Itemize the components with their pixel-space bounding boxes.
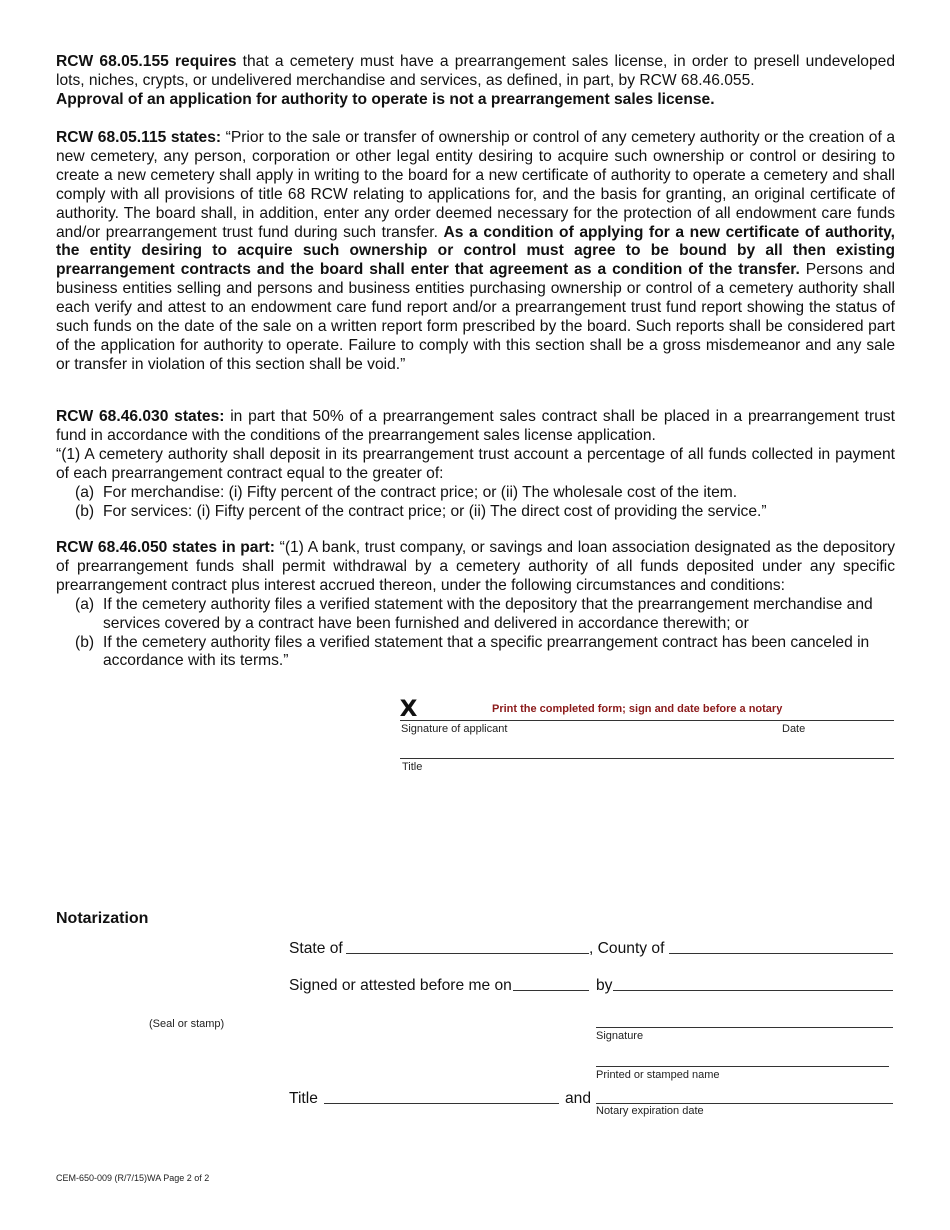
rcw-68-46-030-lead: RCW 68.46.030 states: bbox=[56, 408, 225, 425]
signed-by-field[interactable] bbox=[613, 990, 893, 991]
applicant-title-line[interactable] bbox=[400, 758, 894, 759]
signed-before-label: Signed or attested before me on bbox=[289, 977, 512, 994]
by-label: by bbox=[596, 977, 613, 994]
notary-signature-label: Signature bbox=[596, 1030, 644, 1042]
rcw-68-46-030-list bbox=[56, 484, 895, 522]
print-instruction: Print the completed form; sign and date before a notary bbox=[492, 703, 783, 715]
rcw-68-46-050-lead: RCW 68.46.050 states in part: bbox=[56, 539, 275, 556]
expiration-date-label: Notary expiration date bbox=[596, 1105, 704, 1117]
and-label: and bbox=[565, 1090, 592, 1107]
state-field[interactable] bbox=[346, 953, 589, 954]
list-item: (a) If the cemetery authority files a verified statement with the depository that the prearrangement merchandise and services covered by a contract have been furnished and delivered in accordance therewith; or bbox=[75, 595, 873, 632]
county-field[interactable] bbox=[669, 953, 893, 954]
list-item: (b) For services: (i) Fifty percent of the contract price; or (ii) The direct cost of providing the service.” bbox=[75, 502, 767, 520]
rcw-68-05-115-lead: RCW 68.05.115 states: bbox=[56, 129, 222, 146]
rcw-68-05-115-text-2: Persons and business entities selling and persons and business entities purchasing ownership or control of a cemetery authority shall each verify and attest to an endowment care fund report and/or a prearrangement trust fund report showing the status of such funds on the date of the sale on a written report form prescribed by the board. Such reports shall be considered part of the application for authority to operate. Failure to comply with this section shall be a gross misdemeanor and any sale or transfer in violation of this section shall be void.” bbox=[56, 261, 896, 373]
rcw-68-05-155-paragraph bbox=[56, 53, 895, 110]
notary-signature-line[interactable] bbox=[596, 1027, 893, 1028]
approval-note: Approval of an application for authority to operate is not a prearrangement sales license. bbox=[56, 90, 715, 108]
rcw-68-05-115-bold-condition: As a condition of applying for a new certificate of authority, the entity desiring to acquire such ownership or control must agree to be bound by all then existing prearrangement contracts and the board shall enter that agreement as a condition of the transfer. bbox=[56, 223, 896, 279]
list-item: (b) If the cemetery authority files a verified statement that a specific prearrangement contract has been canceled in accordance with its terms.” bbox=[75, 633, 870, 670]
rcw-68-46-050-list bbox=[56, 596, 895, 672]
applicant-signature-label: Signature of applicant bbox=[401, 723, 508, 735]
rcw-68-46-050-paragraph bbox=[56, 539, 895, 671]
county-of-label: , County of bbox=[589, 940, 665, 957]
signature-x-mark: X bbox=[399, 697, 418, 722]
rcw-68-05-155-lead: RCW 68.05.155 requires bbox=[56, 53, 237, 70]
rcw-68-05-115-text-1: “Prior to the sale or transfer of ownership or control of any cemetery authority or the creation of a new cemetery, any person, corporation or other legal entity desiring to acquire such ownership or control or desiring to create a new cemetery shall apply in writing to the board for a new certificate of authority to operate a cemetery and shall comply with all provisions of title 68 RCW relating to applications for, and the basis for granting, an original certificate of authority. The board shall, in addition, enter any order deemed necessary for the protection of all endowment care funds and/or prearrangement trust fund during such transfer. bbox=[56, 129, 896, 241]
applicant-title-label: Title bbox=[402, 761, 423, 773]
rcw-68-05-155-text: that a cemetery must have a prearrangement sales license, in order to presell undeveloped lots, niches, crypts, or undelivered merchandise and services, as defined, in part, by RCW 68.46.055. bbox=[56, 53, 895, 89]
date-label: Date bbox=[782, 723, 806, 735]
rcw-68-46-050-text: “(1) A bank, trust company, or savings and loan association designated as the depository of prearrangement funds shall permit withdrawal by a cemetery authority of all funds deposited under any specific prearrangement contract plus interest accrued thereon, under the following circumstances and conditions: bbox=[56, 539, 895, 594]
signed-date-field[interactable] bbox=[513, 990, 589, 991]
notary-title-label: Title bbox=[289, 1090, 318, 1107]
rcw-68-46-030-paragraph bbox=[56, 408, 895, 521]
form-footer: CEM-650-009 (R/7/15)WA Page 2 of 2 bbox=[56, 1173, 210, 1183]
applicant-signature-line[interactable] bbox=[400, 720, 894, 721]
notarization-heading: Notarization bbox=[56, 910, 149, 927]
seal-stamp-label: (Seal or stamp) bbox=[149, 1018, 225, 1030]
expiration-date-field[interactable] bbox=[596, 1103, 893, 1104]
notary-title-field[interactable] bbox=[324, 1103, 559, 1104]
state-of-label: State of bbox=[289, 940, 343, 957]
printed-name-line[interactable] bbox=[596, 1066, 889, 1067]
list-item: (a) For merchandise: (i) Fifty percent of the contract price; or (ii) The wholesale cost of the item. bbox=[75, 483, 738, 501]
rcw-68-46-030-quote: “(1) A cemetery authority shall deposit in its prearrangement trust account a percentage of all funds collected in payment of each prearrangement contract equal to the greater of: bbox=[56, 445, 895, 482]
rcw-68-46-030-text: in part that 50% of a prearrangement sales contract shall be placed in a prearrangement trust fund in accordance with the conditions of the prearrangement sales license application. bbox=[56, 408, 895, 444]
rcw-68-05-115-paragraph bbox=[56, 129, 895, 375]
printed-name-label: Printed or stamped name bbox=[596, 1069, 720, 1081]
